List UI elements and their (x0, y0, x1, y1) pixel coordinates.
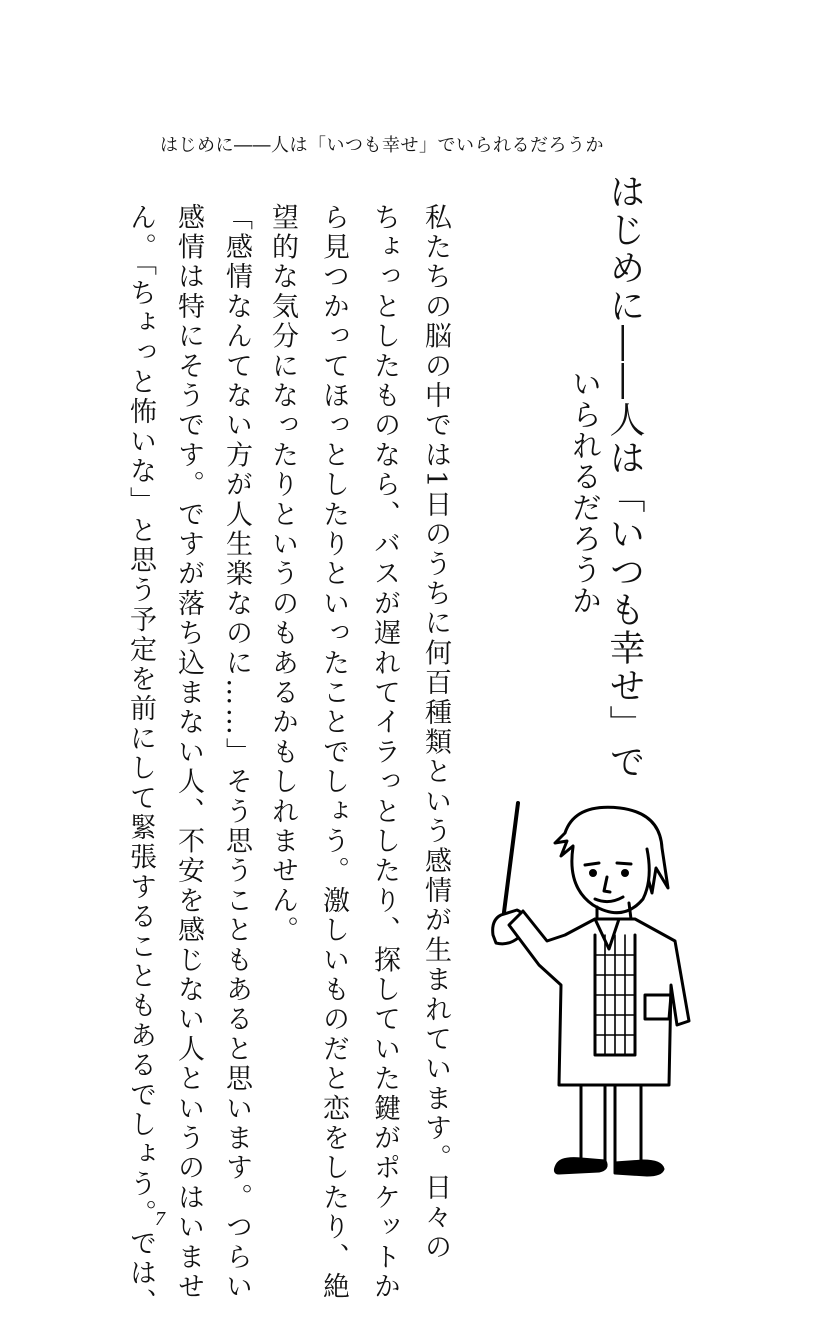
running-head: はじめに――人は「いつも幸せ」でいられるだろうか (160, 135, 604, 156)
chapter-title-line-1: はじめに――人は「いつも幸せ」で (604, 173, 645, 781)
body-column-6: 感情は特にそうです。ですが落ち込まない人、不安を感じない人というのはいませ (173, 203, 204, 1302)
body-column-7: ん。「ちょっと怖いな」と思う予定を前にして緊張することもあるでしょう。では、 (125, 203, 156, 1319)
body-column-4: 望的な気分になったりというのもあるかもしれません。 (267, 203, 298, 946)
page-number: 7 (155, 1208, 165, 1230)
body-column-5: 「感情なんてない方が人生楽なのに……」そう思うこともあると思います。つらい (221, 203, 252, 1302)
body-column-1: 私たちの脳の中では1日のうちに何百種類という感情が生まれています。日々の (420, 203, 451, 1263)
chapter-title-line-2: いられるだろうか (566, 368, 601, 616)
body-column-3: ら見つかってほっとしたりといったことでしょう。激しいものだと恋をしたり、絶 (318, 203, 349, 1302)
professor-with-pointer-illustration (485, 795, 715, 1180)
body-column-2: ちょっとしたものなら、バスが遅れてイラっとしたり、探していた鍵がポケットか (369, 203, 400, 1302)
